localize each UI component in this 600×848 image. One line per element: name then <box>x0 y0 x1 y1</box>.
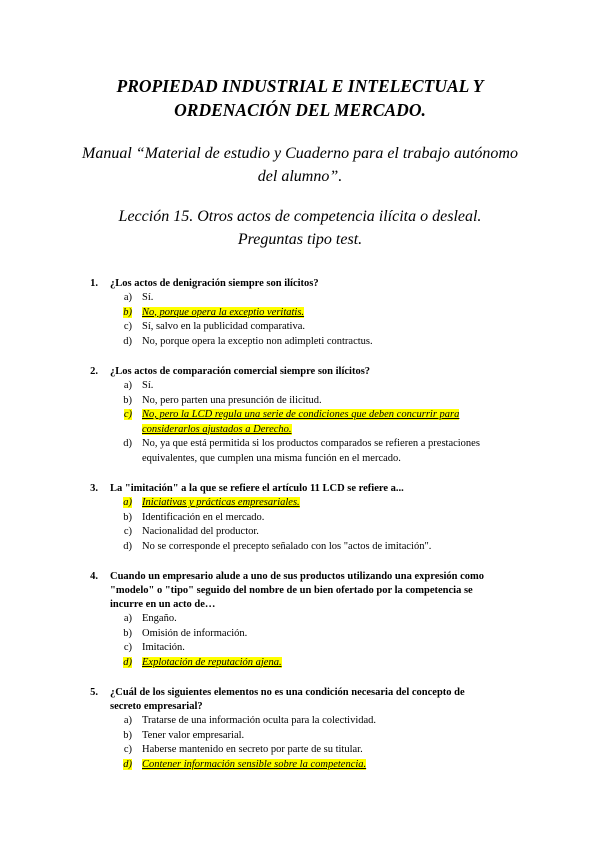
question-3 <box>0 482 600 554</box>
option-text-cell <box>142 656 500 671</box>
option-letter: a) <box>123 380 132 391</box>
option-text-cell <box>142 306 500 321</box>
option-text-cell <box>142 714 500 729</box>
answer-option-highlighted <box>0 496 600 511</box>
option-text: Imitación. <box>142 642 185 653</box>
option-letter-cell <box>0 612 142 627</box>
option-text-cell <box>142 320 500 335</box>
option-letter-cell <box>0 641 142 656</box>
answer-option <box>0 612 600 627</box>
answer-option <box>0 511 600 526</box>
option-letter-cell <box>0 437 142 466</box>
option-letter: a) <box>123 292 132 303</box>
answer-option <box>0 743 600 758</box>
question-4 <box>0 570 600 670</box>
option-letter: c) <box>123 744 132 755</box>
option-letter: c) <box>123 321 132 332</box>
answer-option-highlighted <box>0 758 600 773</box>
document-title <box>60 74 540 122</box>
option-text: No, ya que está permitida si los productos comparados se refieren a prestaciones equivalentes, que cumplen una misma función en el mercado. <box>142 438 480 464</box>
question-heading <box>0 365 600 379</box>
option-letter-cell <box>0 379 142 394</box>
option-text-cell <box>142 511 500 526</box>
option-letter: c) <box>123 642 132 653</box>
option-letter-cell <box>0 408 142 437</box>
option-letter: b) <box>123 627 132 639</box>
option-text: Explotación de reputación ajena. <box>142 656 282 668</box>
question-list <box>0 277 600 788</box>
option-letter-cell <box>0 496 142 511</box>
option-letter-cell <box>0 511 142 526</box>
answer-option <box>0 641 600 656</box>
option-letter: a) <box>123 715 132 726</box>
answer-option <box>0 540 600 555</box>
option-letter-cell <box>0 743 142 758</box>
question-number: 1. <box>90 278 98 289</box>
title-line-2: ORDENACIÓN DEL MERCADO. <box>174 100 426 120</box>
option-text-cell <box>142 612 500 627</box>
question-5 <box>0 686 600 772</box>
option-text: Tener valor empresarial. <box>142 729 245 741</box>
option-text: Sí, salvo en la publicidad comparativa. <box>142 321 305 332</box>
option-text: No, porque opera la exceptio non adimpleti contractus. <box>142 335 373 347</box>
option-letter-cell <box>0 540 142 555</box>
option-letter-cell <box>0 335 142 350</box>
lesson-line-2: Preguntas tipo test. <box>237 231 363 248</box>
option-text-cell <box>142 641 500 656</box>
option-letter: b) <box>123 394 132 406</box>
answer-option <box>0 379 600 394</box>
document-subtitle <box>55 142 545 188</box>
option-letter-cell <box>0 714 142 729</box>
question-number: 2. <box>90 366 98 377</box>
option-letter: b) <box>123 729 132 741</box>
option-text: Omisión de información. <box>142 627 248 639</box>
answer-option <box>0 437 600 466</box>
answer-option <box>0 291 600 306</box>
option-text: Contener información sensible sobre la competencia. <box>142 758 367 770</box>
question-heading <box>0 482 600 496</box>
answer-option <box>0 729 600 744</box>
option-letter-cell <box>0 758 142 773</box>
option-letter-cell <box>0 394 142 409</box>
question-text: ¿Cuál de los siguientes elementos no es una condición necesaria del concepto de secreto empresarial? <box>110 687 465 712</box>
option-letter: b) <box>123 306 132 318</box>
option-text: Sí. <box>142 292 154 303</box>
option-text-cell <box>142 408 500 437</box>
option-text: Tratarse de una información oculta para la colectividad. <box>142 715 377 726</box>
option-letter: d) <box>123 540 132 552</box>
option-letter-cell <box>0 627 142 642</box>
option-text: Sí. <box>142 380 154 391</box>
option-letter-cell <box>0 291 142 306</box>
option-text: Haberse mantenido en secreto por parte de su titular. <box>142 744 363 755</box>
option-letter-cell <box>0 656 142 671</box>
option-letter: d) <box>123 335 132 347</box>
answer-option-highlighted <box>0 408 600 437</box>
answer-option-highlighted <box>0 306 600 321</box>
option-text-cell <box>142 291 500 306</box>
option-text-cell <box>142 540 500 555</box>
answer-option-highlighted <box>0 656 600 671</box>
question-number: 4. <box>90 571 98 582</box>
option-text-cell <box>142 729 500 744</box>
question-text: ¿Los actos de denigración siempre son ilícitos? <box>110 278 319 289</box>
option-text: No, pero parten una presunción de ilicitud. <box>142 394 322 406</box>
option-text-cell <box>142 335 500 350</box>
question-number: 3. <box>90 483 98 494</box>
option-text-cell <box>142 758 500 773</box>
option-text-cell <box>142 437 500 466</box>
subtitle-line-1: Manual “Material de estudio y Cuaderno para el trabajo autónomo <box>82 145 518 162</box>
option-letter: d) <box>123 758 132 770</box>
answer-option <box>0 525 600 540</box>
lesson-heading <box>60 205 540 251</box>
option-text-cell <box>142 627 500 642</box>
option-text: Engaño. <box>142 613 177 624</box>
answer-option <box>0 335 600 350</box>
answer-option <box>0 320 600 335</box>
question-heading <box>0 570 600 612</box>
option-text-cell <box>142 379 500 394</box>
option-text: No, pero la LCD regula una serie de condiciones que deben concurrir para considerarlos ajustados a Derecho. <box>142 409 460 435</box>
option-letter: a) <box>123 613 132 624</box>
option-text-cell <box>142 525 500 540</box>
option-text: Identificación en el mercado. <box>142 511 265 523</box>
subtitle-line-2: del alumno”. <box>257 168 343 185</box>
option-letter-cell <box>0 729 142 744</box>
option-letter-cell <box>0 306 142 321</box>
option-text: Nacionalidad del productor. <box>142 526 259 537</box>
question-2 <box>0 365 600 466</box>
option-letter: d) <box>123 438 132 449</box>
option-letter: c) <box>123 526 132 537</box>
question-text: ¿Los actos de comparación comercial siempre son ilícitos? <box>110 366 371 377</box>
option-text-cell <box>142 743 500 758</box>
option-text: Iniciativas y prácticas empresariales. <box>142 497 300 508</box>
question-text: La "imitación" a la que se refiere el artículo 11 LCD se refiere a... <box>110 483 404 494</box>
option-text: No se corresponde el precepto señalado con los "actos de imitación". <box>142 540 432 552</box>
option-letter-cell <box>0 320 142 335</box>
question-heading <box>0 686 600 714</box>
question-number: 5. <box>90 687 98 698</box>
option-text-cell <box>142 394 500 409</box>
title-line-1: PROPIEDAD INDUSTRIAL E INTELECTUAL Y <box>116 76 484 96</box>
option-text-cell <box>142 496 500 511</box>
question-1 <box>0 277 600 349</box>
question-heading <box>0 277 600 291</box>
option-text: No, porque opera la exceptio veritatis. <box>142 306 305 318</box>
option-letter-cell <box>0 525 142 540</box>
answer-option <box>0 714 600 729</box>
lesson-line-1: Lección 15. Otros actos de competencia ilícita o desleal. <box>118 208 482 225</box>
option-letter: d) <box>123 656 132 668</box>
answer-option <box>0 394 600 409</box>
option-letter: b) <box>123 511 132 523</box>
question-text: Cuando un empresario alude a uno de sus productos utilizando una expresión como "modelo" o "tipo" seguido del nombre de un bien ofertado por la competencia se incurre en un acto de… <box>110 571 484 610</box>
option-letter: a) <box>123 497 132 508</box>
option-letter: c) <box>123 409 132 420</box>
answer-option <box>0 627 600 642</box>
